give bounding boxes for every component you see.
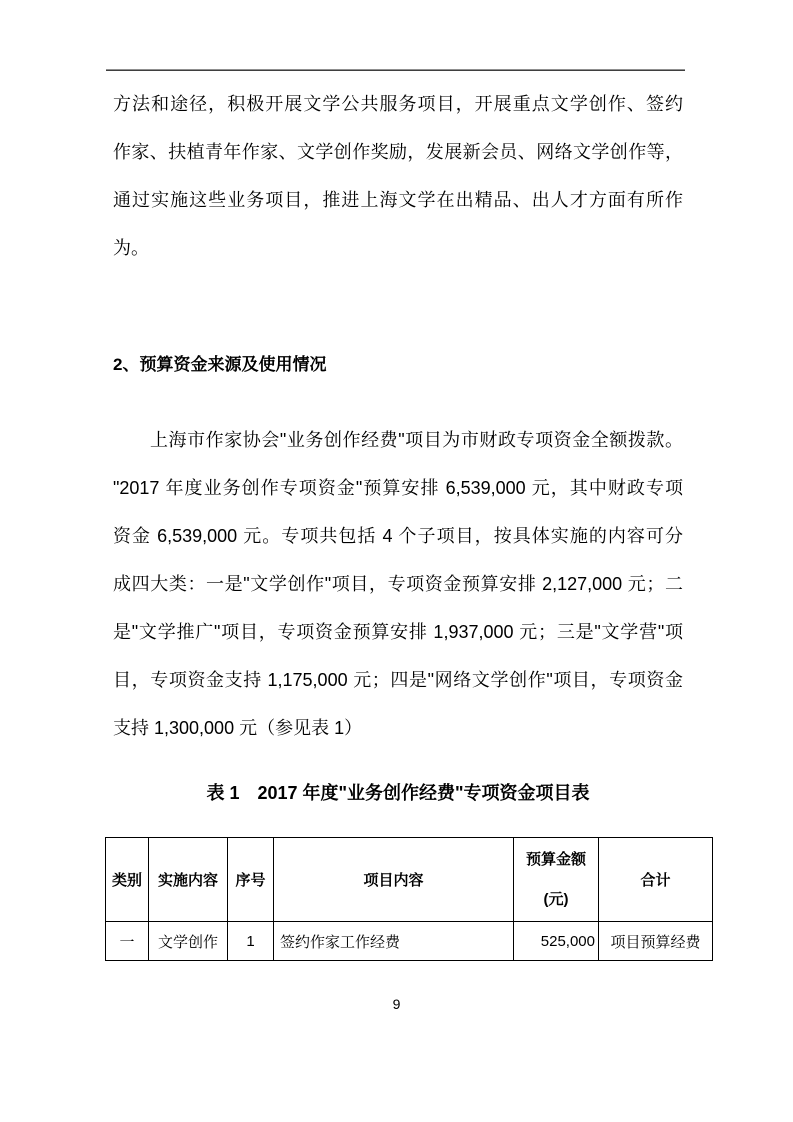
cell-total: 项目预算经费 [599, 922, 713, 961]
cell-implementation: 文学创作 [149, 922, 228, 961]
table-row [106, 922, 713, 961]
paragraph-line: 成四大类：一是"文学创作"项目，专项资金预算安排 2,127,000 元；二 [113, 574, 683, 594]
page-number: 9 [392, 996, 401, 1012]
cell-category: 一 [106, 922, 149, 961]
paragraph-line: 通过实施这些业务项目，推进上海文学在出精品、出人才方面有所作 [113, 190, 683, 210]
paragraph-continued [113, 80, 683, 272]
table-header-row [106, 838, 713, 922]
paragraph-line: 目，专项资金支持 1,175,000 元；四是"网络文学创作"项目，专项资金 [113, 670, 683, 690]
header-category: 类别 [106, 838, 149, 922]
cell-amount: 525,000 [514, 922, 599, 961]
header-budget-amount-unit: (元) [543, 890, 569, 908]
section-heading: 2、预算资金来源及使用情况 [113, 355, 327, 374]
paragraph-line: 方法和途径，积极开展文学公共服务项目，开展重点文学创作、签约 [113, 94, 683, 114]
cell-item: 签约作家工作经费 [274, 922, 514, 961]
budget-table [105, 837, 713, 961]
header-total: 合计 [599, 838, 713, 922]
header-divider-line [106, 69, 685, 71]
paragraph-budget-funds [113, 416, 683, 752]
header-item: 项目内容 [274, 838, 514, 922]
paragraph-line: 为。 [113, 238, 149, 258]
header-implementation: 实施内容 [149, 838, 228, 922]
paragraph-line: 作家、扶植青年作家、文学创作奖励，发展新会员、网络文学创作等， [113, 142, 683, 162]
header-serial: 序号 [228, 838, 274, 922]
paragraph-line: 支持 1,300,000 元（参见表 1） [113, 718, 363, 738]
paragraph-line: 是"文学推广"项目，专项资金预算安排 1,937,000 元；三是"文学营"项 [113, 622, 683, 642]
header-budget-amount-text: 预算金额 [525, 850, 586, 868]
header-budget-amount [514, 838, 599, 922]
paragraph-line: 资金 6,539,000 元。专项共包括 4 个子项目，按具体实施的内容可分 [113, 526, 683, 546]
paragraph-line: "2017 年度业务创作专项资金"预算安排 6,539,000 元，其中财政专项 [113, 478, 683, 498]
table-title: 表 1 2017 年度"业务创作经费"专项资金项目表 [206, 783, 590, 803]
cell-serial: 1 [228, 922, 274, 961]
paragraph-line: 上海市作家协会"业务创作经费"项目为市财政专项资金全额拨款。 [150, 430, 683, 450]
